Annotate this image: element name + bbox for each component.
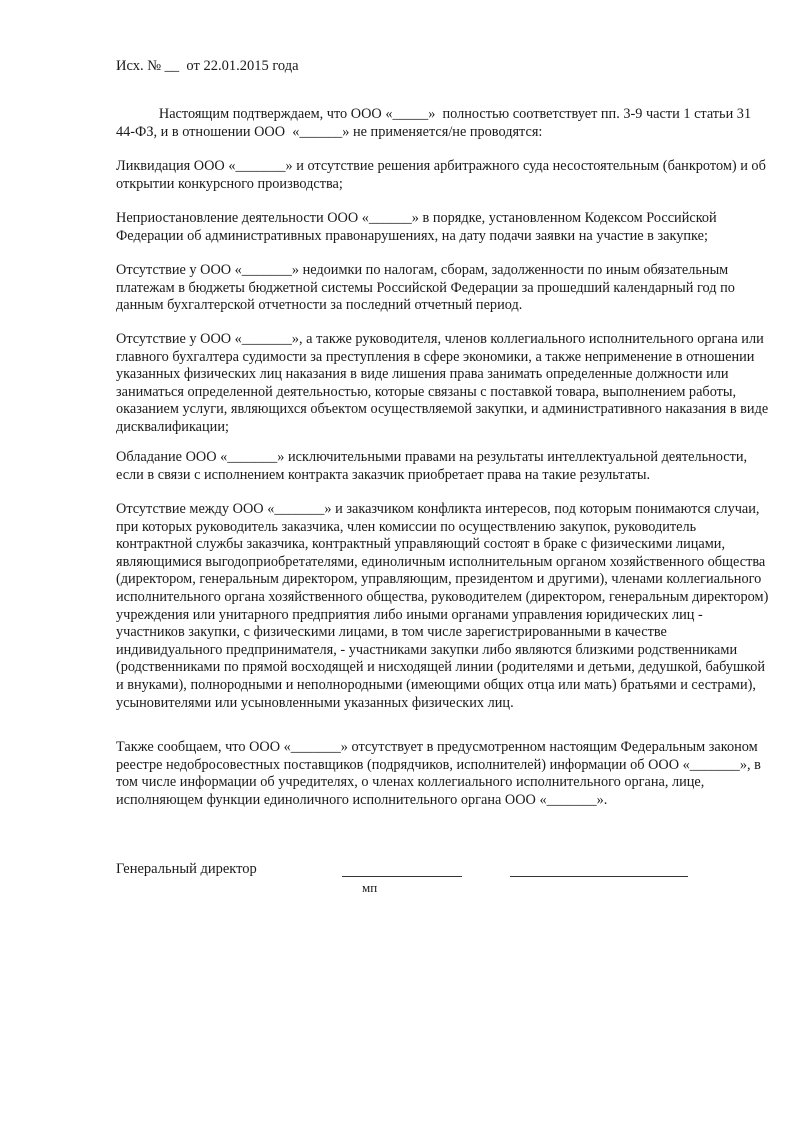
paragraph-suspension: Неприостановление деятельности ООО «______» в порядке, установленном Кодексом Российской Федерации об административных правонарушениях, на дату подачи заявки на участие в закупке; xyxy=(116,210,717,244)
paragraph-criminal-record: Отсутствие у ООО «_______», а также руководителя, членов коллегиального исполнительного органа или главного бухгалтера судимости за преступления в сфере экономики, а также неприменение в отношении указанных физических лиц наказания в виде лишения права занимать определенные должности или заниматься определенной деятельностью, которые связаны с поставкой товара, выполнением работы, оказанием услуги, являющихся объектом осуществляемой закупки, и административного наказания в виде дисквалификации; xyxy=(116,331,769,435)
paragraph-confirmation: Настоящим подтверждаем, что ООО «_____» полностью соответствует пп. 3-9 части 1 статьи 31 44-ФЗ, и в отношении ООО «______» не применяется/не проводятся: xyxy=(116,106,755,140)
paragraph-conflict-of-interest: Отсутствие между ООО «_______» и заказчиком конфликта интересов, под которым понимаются случаи, при которых руководитель заказчика, член комиссии по осуществлению закупок, руководитель контрактной службы заказчика, контрактный управляющий состоят в браке с физическими лицами, являющимися выгодоприобретателями, единоличным исполнительным органом хозяйственного общества (директором, генеральным директором, управляющим, президентом и другими), членами коллегиального исполнительного органа хозяйственного общества, руководителем (директором, генеральным директором) учреждения или унитарного предприятия либо иными органами управления юридических лиц - участников закупки, с физическими лицами, в том числе зарегистрированными в качестве индивидуального предпринимателя, - участниками закупки либо являются близкими родственниками (родственниками по прямой восходящей и нисходящей линии (родителями и детьми, дедушкой, бабушкой и внуками), полнородными и неполнородными (имеющими общих отца или мать) братьями и сестрами), усыновителями или усыновленными указанных физических лиц. xyxy=(116,501,769,711)
signature-line xyxy=(342,876,462,877)
stamp-label: мп xyxy=(362,880,378,895)
paragraph-intellectual-rights: Обладание ООО «_______» исключительными правами на результаты интеллектуальной деятельности, если в связи с исполнением контракта заказчик приобретает права на такие результаты. xyxy=(116,449,748,483)
outgoing-reference: Исх. № __ от 22.01.2015 года xyxy=(116,58,299,74)
paragraph-liquidation: Ликвидация ООО «_______» и отсутствие решения арбитражного суда несостоятельным (банкротом) и об открытии конкурсного производства; xyxy=(116,158,766,192)
paragraph-registry: Также сообщаем, что ООО «_______» отсутствует в предусмотренном настоящим Федеральным законом реестре недобросовестных поставщиков (подрядчиков, исполнителей) информации об ООО «_______», в том числе информации об учредителях, о членах коллегиального исполнительного органа, лице, исполняющем функции единоличного исполнительного органа ООО «_______». xyxy=(116,739,761,808)
paragraph-tax-arrears: Отсутствие у ООО «_______» недоимки по налогам, сборам, задолженности по иным обязательным платежам в бюджеты бюджетной системы Российской Федерации за прошедший календарный год по данным бухгалтерской отчетности за последний отчетный период. xyxy=(116,262,735,314)
signature-title: Генеральный директор xyxy=(116,861,257,877)
name-line xyxy=(510,876,688,877)
